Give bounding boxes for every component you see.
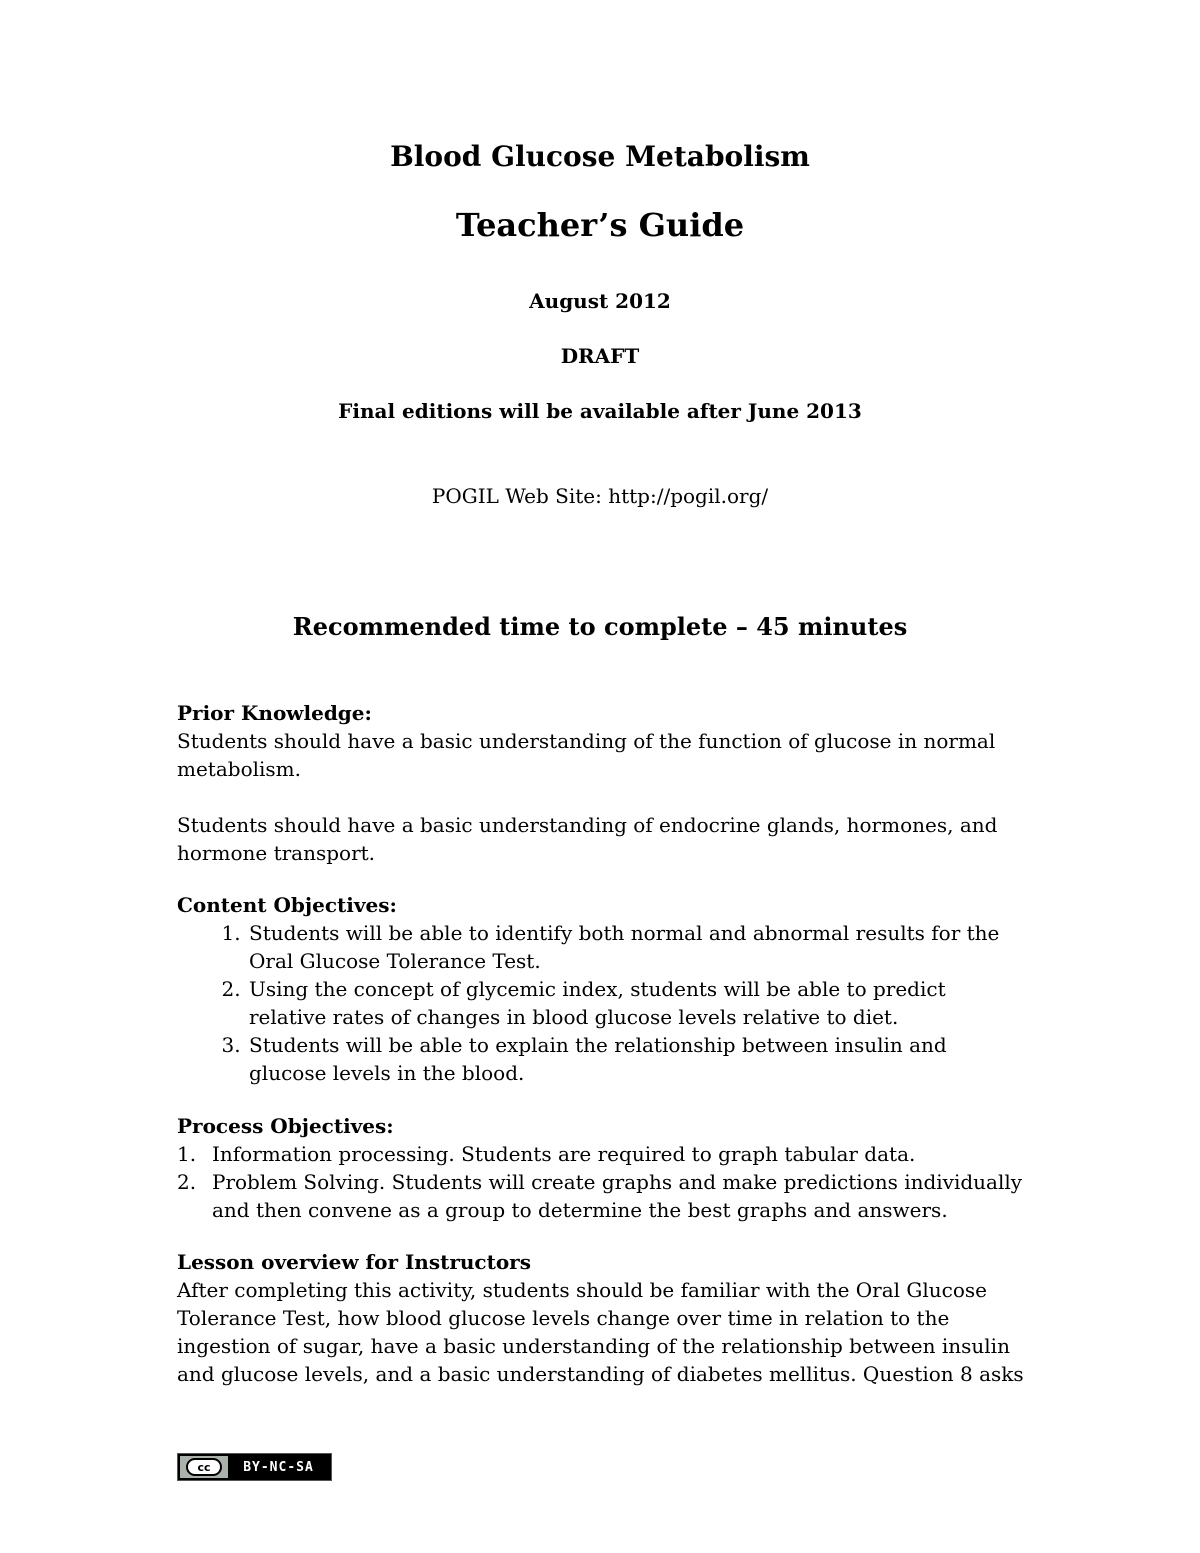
lesson-overview-section [177, 1248, 1027, 1388]
list-item: 3. Students will be able to explain the relationship between insulin and glucose levels in the blood. [247, 1031, 1027, 1087]
license-label: BY-NC-SA [228, 1456, 329, 1478]
cc-icon: cc [186, 1458, 222, 1476]
document-subtitle: Teacher’s Guide [455, 206, 745, 244]
creative-commons-license-badge[interactable] [177, 1453, 332, 1481]
process-objectives-section [177, 1112, 1027, 1224]
content-objectives-list [177, 919, 1027, 1087]
document-date: August 2012 [529, 289, 671, 313]
content-objectives-heading: Content Objectives: [177, 893, 397, 917]
final-editions-note: Final editions will be available after June 2013 [338, 399, 862, 423]
lesson-overview-text: After completing this activity, students should be familiar with the Oral Glucose Tolerance Test, how blood glucose levels change over time in relation to the ingestion of sugar, have a basic understanding of the relationship between insulin and glucose levels, and a basic understanding of diabetes mellitus. Question 8 asks [177, 1278, 1024, 1386]
list-item [177, 1140, 1027, 1168]
lesson-overview-heading: Lesson overview for Instructors [177, 1250, 531, 1274]
list-item-number: 2. [177, 1170, 197, 1194]
website-line: POGIL Web Site: http://pogil.org/ [431, 484, 769, 508]
prior-knowledge-paragraph: Students should have a basic understanding of the function of glucose in normal metabolism. [177, 729, 996, 781]
prior-knowledge-paragraph: Students should have a basic understanding of endocrine glands, hormones, and hormone transport. [177, 813, 998, 865]
cc-logo-area [180, 1456, 228, 1478]
prior-knowledge-section [177, 699, 1027, 867]
content-objectives-section [177, 891, 1027, 1087]
list-item: 1. Students will be able to identify both normal and abnormal results for the Oral Glucose Tolerance Test. [247, 919, 1027, 975]
list-item: 2. Using the concept of glycemic index, students will be able to predict relative rates of changes in blood glucose levels relative to diet. [247, 975, 1027, 1031]
recommended-time: Recommended time to complete – 45 minutes [292, 612, 908, 641]
list-item-text: Information processing. Students are required to graph tabular data. [212, 1142, 916, 1166]
draft-label: DRAFT [560, 344, 640, 368]
process-objectives-heading: Process Objectives: [177, 1114, 394, 1138]
document-title: Blood Glucose Metabolism [390, 140, 810, 173]
list-item-text: Problem Solving. Students will create graphs and make predictions individually and then convene as a group to determine the best graphs and answers. [212, 1170, 1023, 1222]
prior-knowledge-heading: Prior Knowledge: [177, 701, 372, 725]
list-item [177, 1168, 1027, 1224]
list-item-number: 1. [177, 1142, 197, 1166]
